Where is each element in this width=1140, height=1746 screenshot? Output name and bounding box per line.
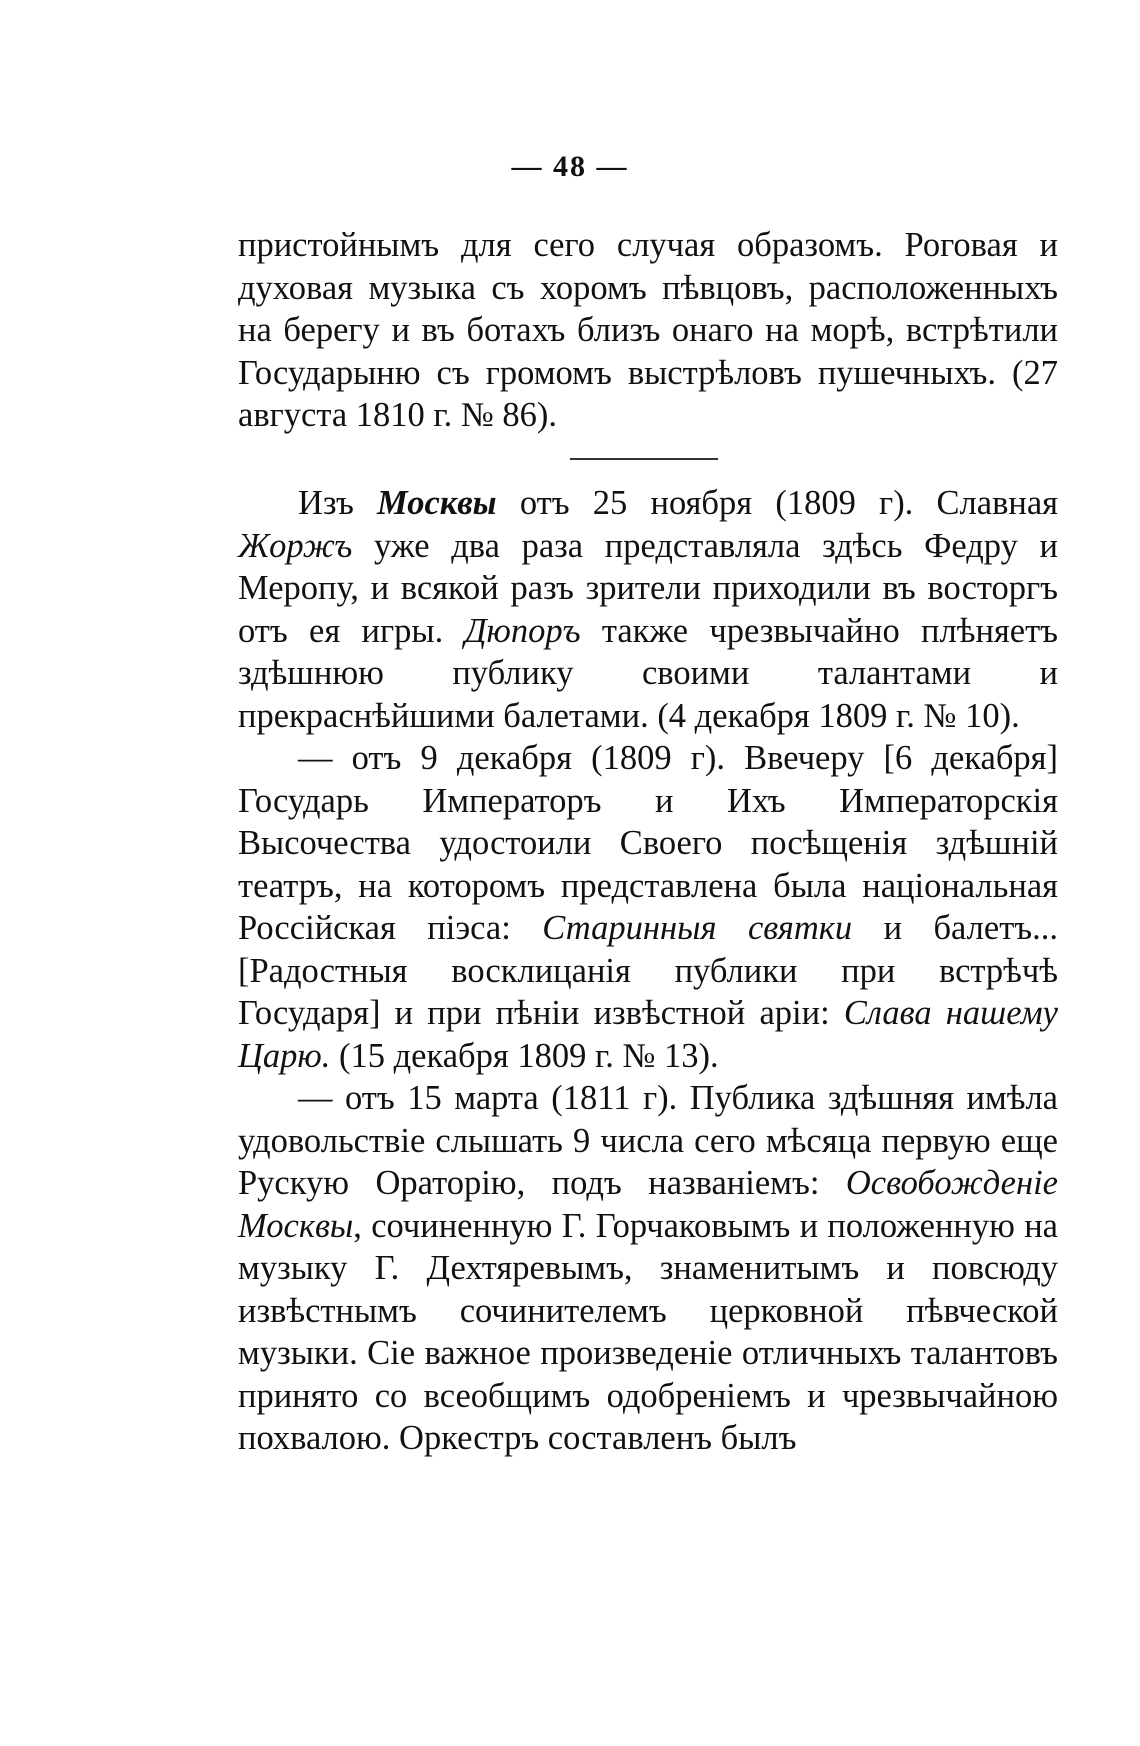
text-run: — отъ 15 марта (1811 г). Публика здѣшняя имѣла удовольствіе слышать 9 числа сего мѣсяца первую еще Рускую Ораторію, подъ названіемъ: xyxy=(238,1079,1058,1202)
oratorio-title: Освобожденіе Москвы xyxy=(238,1164,1058,1245)
paragraph-moscow-1811-03 xyxy=(238,1077,1058,1460)
paragraph-moscow-1809-12 xyxy=(238,737,1058,1077)
person-name: Дюпоръ xyxy=(464,611,581,650)
text-run: также чрезвычайно плѣняетъ здѣшнюю публику своими талантами и прекраснѣйшими балетами. (4 декабря 1809 г. № 10). xyxy=(238,611,1059,735)
paragraph-moscow-1809-11 xyxy=(238,482,1058,737)
aria-title: Слава нашему Царю. xyxy=(238,994,1058,1075)
town-name: Москвы xyxy=(377,484,497,522)
text-section-2 xyxy=(238,482,1058,1460)
text-run: — отъ 9 декабря (1809 г). Ввечеру [6 декабря] Государь Императоръ и Ихъ Императорскія Высочества удостоили Своего посѣщенія здѣшній театръ, на которомъ представлена была національная Россійская піэса: xyxy=(238,739,1058,947)
text-run: и балетъ... [Радостныя восклицанія публики при встрѣчѣ Государя] и при пѣніи извѣстной аріи: xyxy=(238,909,1058,1032)
text-run: уже два раза представляла здѣсь Федру и Меропу, и всякой разъ зрители приходили въ восторгъ отъ ея игры. xyxy=(238,526,1058,650)
paragraph-1: пристойнымъ для сего случая образомъ. Роговая и духовая музыка съ хоромъ пѣвцовъ, расположенныхъ на берегу и въ ботахъ близъ онаго на морѣ, встрѣтили Государыню съ громомъ выстрѣловъ пушечныхъ. (27 августа 1810 г. № 86). xyxy=(238,226,1058,434)
text-run: отъ 25 ноября (1809 г). Славная xyxy=(496,484,1058,522)
person-name: Жоржъ xyxy=(238,526,353,565)
text-section-1 xyxy=(238,224,1058,437)
page-number: — 48 — xyxy=(511,150,629,183)
text-run: (15 декабря 1809 г. № 13). xyxy=(330,1036,719,1075)
play-title: Старинныя святки xyxy=(542,909,853,947)
section-separator xyxy=(570,458,718,460)
text-run: Изъ xyxy=(298,484,378,522)
text-run: , сочиненную Г. Горчаковымъ и положенную на музыку Г. Дехтяревымъ, знаменитымъ и повсюду извѣстнымъ сочинителемъ церковной пѣвческой музыки. Сіе важное произведеніе отличныхъ талантовъ принято со всеобщимъ одобреніемъ и чрезвычайною похвалою. Оркестръ составленъ былъ xyxy=(238,1206,1058,1457)
